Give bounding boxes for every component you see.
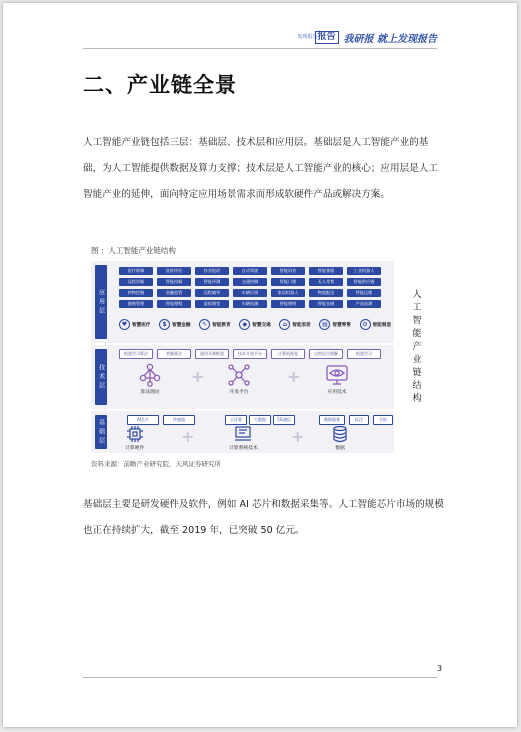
molecule-icon — [139, 363, 161, 387]
database-icon — [331, 425, 349, 443]
tech-tag: 机器学习算法 — [119, 349, 153, 359]
application-category — [279, 319, 310, 330]
application-tag: 智能运维 — [347, 289, 381, 297]
paragraph-base-layer: 基础层主要是研发硬件及软件，例如 AI 芯片和数据采集等。人工智能芯片市场的规模也正在持续扩大，截至 2019 年，已突破 50 亿元。 — [83, 499, 444, 536]
tech-tag: 自然语言理解 — [309, 349, 343, 359]
data-cell — [331, 425, 349, 451]
application-tag-grid — [119, 267, 391, 308]
category-icon: ◆ — [239, 319, 250, 330]
application-icon-row — [119, 319, 391, 330]
application-tag: 家居机器人 — [271, 289, 305, 297]
application-tag: 智能语音 — [271, 267, 305, 275]
base-tag: 分析 — [373, 415, 393, 425]
application-tag: 智能投顾 — [157, 278, 191, 286]
application-category — [239, 319, 270, 330]
category-label: 智能制造 — [372, 322, 391, 328]
application-tag: 远程诊断 — [119, 278, 153, 286]
tech-tag-row — [119, 349, 391, 359]
plus-sign: + — [287, 367, 301, 386]
application-tag: 智能仓储 — [309, 300, 343, 308]
page-number: 3 — [437, 664, 443, 673]
brand-slogan: 我研报 就上发现报告 — [343, 34, 437, 45]
application-category — [159, 319, 190, 330]
base-tag: AI芯片 — [127, 415, 159, 425]
application-tag: 物流配送 — [309, 289, 343, 297]
category-icon: ▤ — [319, 319, 330, 330]
category-label: 智慧金融 — [172, 322, 191, 328]
tech-tag: 通用开源框架 — [195, 349, 229, 359]
industry-chain-figure — [90, 259, 444, 455]
category-label: 智能教育 — [212, 322, 231, 328]
base-layer-panel — [91, 411, 394, 453]
figure-vertical-title: 人工智能产业链结构 — [412, 290, 422, 404]
base-layer-label: 基础层 — [95, 415, 107, 449]
application-tag: 工业机器人 — [347, 267, 381, 275]
application-category — [199, 319, 230, 330]
application-category — [319, 319, 350, 330]
application-tag: 智能客服 — [309, 267, 343, 275]
document-page — [3, 3, 517, 727]
dev-platform-label: 开发平台 — [229, 390, 249, 395]
category-icon: ⌂ — [279, 319, 290, 330]
category-label: 智慧零售 — [332, 322, 351, 328]
plus-sign: + — [181, 427, 195, 446]
dev-platform-cell — [228, 363, 250, 395]
tech-tag: 机器学习 — [347, 349, 381, 359]
base-tag: 云计算 — [225, 415, 247, 425]
footer-divider — [83, 677, 437, 678]
application-tag: 车辆检测 — [233, 300, 267, 308]
header-brand — [298, 30, 438, 45]
application-category — [119, 319, 150, 330]
tech-tag: 计算机视觉 — [271, 349, 305, 359]
tech-layer-label: 技术层 — [95, 349, 107, 405]
application-tag: 医疗影像 — [119, 267, 153, 275]
application-tag: 金融监管 — [157, 289, 191, 297]
applied-tech-label: 应用技术 — [327, 390, 347, 395]
compute-system-cell — [229, 425, 258, 451]
algorithm-theory-cell — [139, 363, 161, 395]
plus-sign: + — [191, 367, 205, 386]
eye-screen-icon — [325, 363, 349, 387]
tech-tag: 技术开放平台 — [233, 349, 267, 359]
section-title: 二、产业链全景 — [83, 73, 237, 97]
tech-tag: 类脑算法 — [157, 349, 191, 359]
category-label: 智慧医疗 — [132, 322, 151, 328]
base-tag: 传感器 — [163, 415, 195, 425]
category-icon: ⚙ — [360, 319, 371, 330]
category-icon: $ — [159, 319, 170, 330]
application-tag: 货款评估 — [157, 267, 191, 275]
compute-hardware-label: 计算硬件 — [125, 446, 145, 451]
application-tag: 智能门锁 — [271, 278, 305, 286]
application-tag: 智能评测 — [195, 278, 229, 286]
plus-sign: + — [291, 427, 305, 446]
compute-hardware-cell — [125, 425, 144, 451]
application-layer-panel — [91, 261, 394, 343]
application-tag: 智能理赔 — [157, 300, 191, 308]
application-tag: 产品检测 — [347, 300, 381, 308]
base-tag: 大数据 — [249, 415, 271, 425]
computer-icon — [234, 425, 252, 443]
network-icon — [228, 363, 250, 387]
application-tag: 无人零售 — [309, 278, 343, 286]
base-tag: 标注 — [349, 415, 369, 425]
application-tag: 药物挖掘 — [119, 289, 153, 297]
base-tag: 数据服务 — [319, 415, 345, 425]
application-tag: 自动驾驶 — [233, 267, 267, 275]
application-tag: 交通控制 — [233, 278, 267, 286]
figure-source: 资料来源：前瞻产业研究院，天风证券研究所 — [91, 460, 221, 468]
base-tag-row — [119, 415, 391, 423]
category-icon: ✎ — [199, 319, 210, 330]
compute-system-label: 计算系统技术 — [229, 446, 258, 451]
applied-tech-cell — [325, 363, 349, 395]
application-tag: 智能供应链 — [347, 278, 381, 286]
header-divider — [83, 48, 437, 49]
figure-caption: 图 ：人工智能产业链结构 — [91, 246, 176, 255]
algorithm-theory-label: 算法理论 — [140, 390, 160, 395]
application-tag: 作业批改 — [195, 267, 229, 275]
category-label: 智慧交通 — [252, 322, 271, 328]
application-tag: 远程辅导 — [195, 289, 229, 297]
application-tag: 虚拟课堂 — [195, 300, 229, 308]
application-tag: 车辆识别 — [233, 289, 267, 297]
category-label: 智能家居 — [292, 322, 311, 328]
paragraph-intro: 人工智能产业链包括三层：基础层、技术层和应用层。基础层是人工智能产业的基础，为人工智能提供数据及算力支撑；技术层是人工智能产业的核心；应用层是人工智能产业的延伸，面向特定应用场景需求而形成软硬件产品或解决方案。 — [83, 137, 438, 200]
data-label: 数据 — [335, 446, 345, 451]
page-header — [83, 28, 437, 50]
chip-icon — [126, 425, 144, 443]
brand-small-text: 发现报告 — [297, 34, 318, 40]
application-layer-label: 应用层 — [95, 265, 107, 339]
application-tag: 智能照明 — [271, 300, 305, 308]
base-tag: 5G通信 — [273, 415, 295, 425]
category-icon: ♥ — [119, 319, 130, 330]
tech-layer-panel — [91, 345, 394, 409]
brand-logo: 报告 — [315, 31, 339, 44]
application-tag: 健康管理 — [119, 300, 153, 308]
application-category — [360, 319, 391, 330]
